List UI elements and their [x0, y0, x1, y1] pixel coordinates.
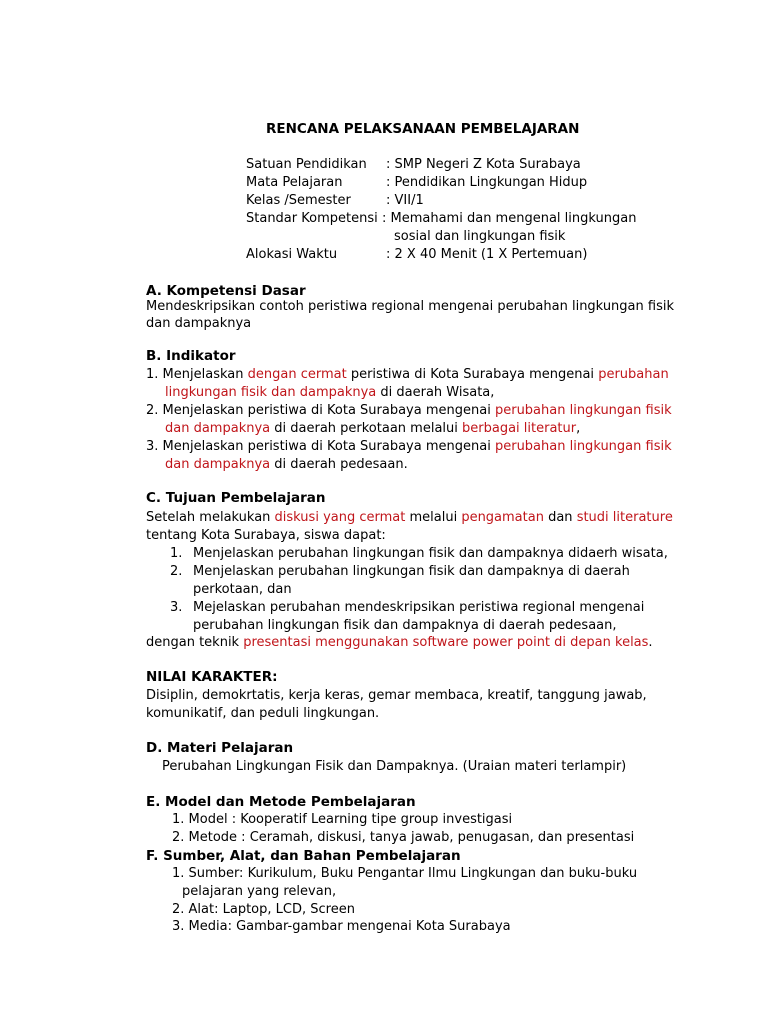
identity-value: : VII/1	[386, 193, 424, 208]
method-item: 2. Metode : Ceramah, diskusi, tanya jawab, penugasan, dan presentasi	[172, 830, 635, 845]
identity-value: : SMP Negeri Z Kota Surabaya	[386, 157, 581, 172]
identity-label: Kelas /Semester	[246, 193, 351, 208]
section-a-text: Mendeskripsikan contoh peristiwa regional mengenai perubahan lingkungan fisik	[146, 299, 674, 314]
karakter-text: Disiplin, demokrtatis, kerja keras, gemar membaca, kreatif, tanggung jawab,	[146, 688, 647, 703]
indicator-item-2-cont: dan dampaknya di daerah perkotaan melalui berbagai literatur,	[165, 421, 581, 436]
identity-value: : 2 X 40 Menit (1 X Pertemuan)	[386, 247, 588, 262]
resource-item: 2. Alat: Laptop, LCD, Screen	[172, 902, 355, 917]
goal-text: Mejelaskan perubahan mendeskripsikan peristiwa regional mengenai	[193, 600, 645, 615]
indicator-item-2: 2. Menjelaskan peristiwa di Kota Surabaya mengenai perubahan lingkungan fisik	[146, 403, 672, 418]
identity-label: Alokasi Waktu	[246, 247, 338, 262]
karakter-text: komunikatif, dan peduli lingkungan.	[146, 706, 380, 721]
indicator-item-3-cont: dan dampaknya di daerah pedesaan.	[165, 457, 408, 472]
indicator-item-1: 1. Menjelaskan dengan cermat peristiwa di Kota Surabaya mengenai perubahan	[146, 367, 669, 382]
identity-value: : Pendidikan Lingkungan Hidup	[386, 175, 588, 190]
identity-value: : Memahami dan mengenal lingkungan	[382, 211, 637, 226]
section-c-heading: C. Tujuan Pembelajaran	[146, 490, 326, 506]
section-c-intro: Setelah melakukan diskusi yang cermat melalui pengamatan dan studi literature	[146, 510, 673, 525]
goal-text: Menjelaskan perubahan lingkungan fisik dan dampaknya didaerh wisata,	[193, 546, 668, 561]
document-title: RENCANA PELAKSANAAN PEMBELAJARAN	[266, 121, 580, 137]
resource-item: 3. Media: Gambar-gambar mengenai Kota Surabaya	[172, 919, 511, 934]
section-d-text: Perubahan Lingkungan Fisik dan Dampaknya. (Uraian materi terlampir)	[162, 759, 627, 774]
goal-number: 3.	[170, 600, 183, 615]
section-c-closing: dengan teknik presentasi menggunakan software power point di depan kelas.	[146, 635, 653, 650]
method-item: 1. Model : Kooperatif Learning tipe group investigasi	[172, 812, 513, 827]
goal-text: perubahan lingkungan fisik dan dampaknya di daerah pedesaan,	[193, 618, 617, 633]
identity-label: Standar Kompetensi	[246, 211, 378, 226]
section-b-heading: B. Indikator	[146, 348, 236, 364]
resource-item: 1. Sumber: Kurikulum, Buku Pengantar Ilmu Lingkungan dan buku-buku	[172, 866, 638, 881]
section-c-intro: tentang Kota Surabaya, siswa dapat:	[146, 528, 386, 543]
section-a-text: dan dampaknya	[146, 316, 252, 331]
goal-text: perkotaan, dan	[193, 582, 292, 597]
section-d-heading: D. Materi Pelajaran	[146, 740, 294, 756]
identity-value: sosial dan lingkungan fisik	[394, 229, 566, 244]
indicator-item-1-cont: lingkungan fisik dan dampaknya di daerah Wisata,	[165, 385, 495, 400]
indicator-item-3: 3. Menjelaskan peristiwa di Kota Surabaya mengenai perubahan lingkungan fisik	[146, 439, 672, 454]
karakter-heading: NILAI KARAKTER:	[146, 669, 278, 685]
section-e-heading: E. Model dan Metode Pembelajaran	[146, 794, 416, 810]
section-f-heading: F. Sumber, Alat, dan Bahan Pembelajaran	[146, 848, 461, 864]
identity-label: Mata Pelajaran	[246, 175, 343, 190]
goal-number: 2.	[170, 564, 183, 579]
identity-label: Satuan Pendidikan	[246, 157, 367, 172]
goal-number: 1.	[170, 546, 183, 561]
section-a-heading: A. Kompetensi Dasar	[146, 283, 306, 299]
goal-text: Menjelaskan perubahan lingkungan fisik dan dampaknya di daerah	[193, 564, 630, 579]
resource-item: pelajaran yang relevan,	[182, 884, 337, 899]
